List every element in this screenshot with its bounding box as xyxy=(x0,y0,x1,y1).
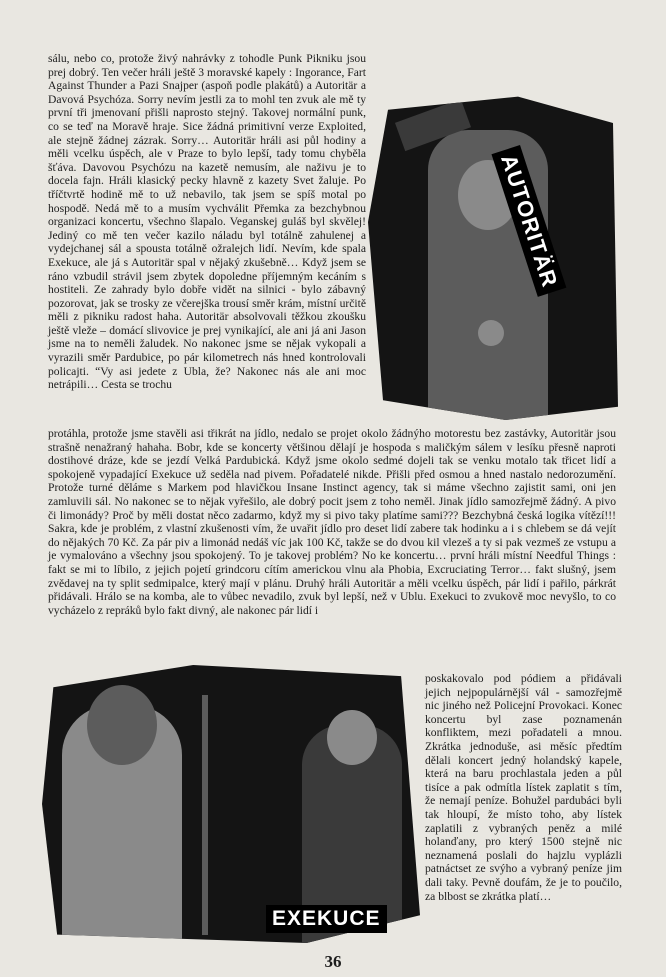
page-number: 36 xyxy=(324,952,342,971)
autoritar-caption: AUTORITÄR xyxy=(491,145,566,297)
article-paragraph-bottom-right: poskakovalo pod pódiem a přidávali jejich nejpopulárnější vál - samozřejmě nic jiného než Policejní Provokaci. Konec koncertu byl zase poznamenán konfliktem, mezi pořadateli a mnou. Zkrátka jednoduše, asi měsíc předtím dělali koncert jedný holandský kapele, která na baru prochlastala jeden a půl tisíce a pak odmítla lístek zaplatit s tím, že nemají peníze. Bohužel pardubáci byli tak hloupí, že místo toho, aby lístek zaplatili z vybraných peněz a milé holanďany, pro který 1500 stejně nic neznamená poslali do hajzlu vyplázli patnáctset ze svýho a vybraný peníze jim dali taky. Pevně doufám, že je to poučilo, za blbost se zkrátka platí… xyxy=(425,672,622,903)
article-column-wide xyxy=(48,427,616,617)
photo-figure-badge xyxy=(478,320,504,346)
exekuce-caption: EXEKUCE xyxy=(266,905,387,933)
photo-figure-right-head xyxy=(327,710,377,765)
article-paragraph-wide: protáhla, protože jsme stavěli asi třikrát na jídlo, nedalo se projet okolo žádnýho motorestu bez zastávky, Autoritär jsou strašně nenažraný hahaha. Bobr, kde se koncerty většinou dělají je hospoda s maličkým sálem v lesíku přesně naproti dostihové dráze, kde se jezdí Velká Pardubická. Když jsme okolo sedmé dojeli tak se venku motalo tak třicet lidí a spokojeně vypadající Exekuce už seděla nad pivem. Pořadatelé nikde. Přišli před osmou a hned nastalo nedorozumění. Protože turné děláme s Markem pod hlavičkou Insane Instinct agency, tak si máme všechno zajistit sami, oni jen zamluvili sál. No nakonec se to nějak vyřešilo, ale dobrý pocit jsem z toho neměl. Jinak jídlo samozřejmě žádný. A pivo či limonády? Proč by měli dostat něco zadarmo, když my si pivo taky platíme sami??? Bezchybná česká logika vítězí!!! Sakra, kde je problém, z vlastní zkušenosti vím, že uvařit jídlo pro deset lidí zabere tak hodinku a i s chlebem se dá vejít do nějakých 70 Kč. Za pár piv a limonád nedáš víc jak 100 Kč, takže se do dvou kil vlezeš a ty si pak vezmeš ze vstupu a je vymalováno a všechny jsou spokojený. To je takovej problém? No ke koncertu… první hráli místní Needful Things : fakt se mi to líbilo, z jejich pojetí grindcoru cítím americkou vlnu ala Phobia, Excruciating Terror… fakt slušný, jsem zvědavej na ty split sedmipalce, který mají v plánu. Druhý hráli Autoritär a měli vcelku úspěch, pár lidí i pařilo, párkrát přidávali. Hrálo se na komba, ale to vůbec nevadilo, zvuk byl lepší, než v Ublu. Exekuci to zvukově moc nevyšlo, to co vycházelo z repráků bylo fakt divný, ale nakonec pár lidí i xyxy=(48,427,616,617)
photo-mic-stand xyxy=(202,695,208,935)
exekuce-photo xyxy=(42,665,420,943)
article-column-bottom-right xyxy=(425,672,622,903)
article-paragraph-top: sálu, nebo co, protože živý nahrávky z tohodle Punk Pikniku jsou prej dobrý. Ten večer hráli ještě 3 moravské kapely : Ingorance, Fart Against Thunder a Pazi Snajper (aspoň podle plakátů) a Autoritär a Davová Psychóza. Sorry nevím jestli za to mohl ten zvuk ale mě ty první tři jmenovaní přišli naprosto stejný. Takovej normální punk, co se teď na Moravě hraje. Sice žádná primitivní verze Exploited, ale stejně žádnej zázrak. Sorry… Autoritär hráli asi půl hodiny a měli vcelku úspěch, ale v Praze to bylo lepší, tady tomu chyběla šťáva. Davovou Psychózu na kazetě nemusím, ale naživu je to docela fajn. Hráli klasický pecky hlavně z kazety Svet žaluje. Po tříčtvrtě hodině mě to už nebavilo, tak jsem se spíš motal po hospodě. Nedá mě to a musím vychválit Přemka za bezchybnou organizaci koncertu, všechno šlapalo. Veganskej guláš byl skvělej! Jediný co mě ten večer kazilo náladu byl totálně zahulenej a vydejchanej sál a spousta totálně ožralejch lidí. Nevím, kde spala Exekuce, ale já s Autoritär spal v nějaký zkušebně… Když jsem se ráno vzbudil strávil jsem zbytek dopoledne příjemným kecáním s hostiteli. Ze zahrady bylo dobře vidět na silnici - bylo zábavný pozorovat, jak se trosky ze včerejška trousí směr krám, místní určitě měli z pikniku radost haha. Autoritär absolvovali těžkou zkoušku ještě vleže – domácí slivovice je prej vynikající, ale ani já ani Jason jsme na to neměli žaludek. No nakonec jsme se nějak vykopali a vyrazili směr Pardubice, po pár kilometrech nás hned kontrolovali policajti. “Vy asi jedete z Ubla, že? Nakonec nás ale ani moc netrápili… Cesta se trochu xyxy=(48,52,366,392)
autoritar-photo xyxy=(368,90,618,420)
article-column-top xyxy=(48,52,366,392)
photo-figure-left-head xyxy=(87,685,157,765)
